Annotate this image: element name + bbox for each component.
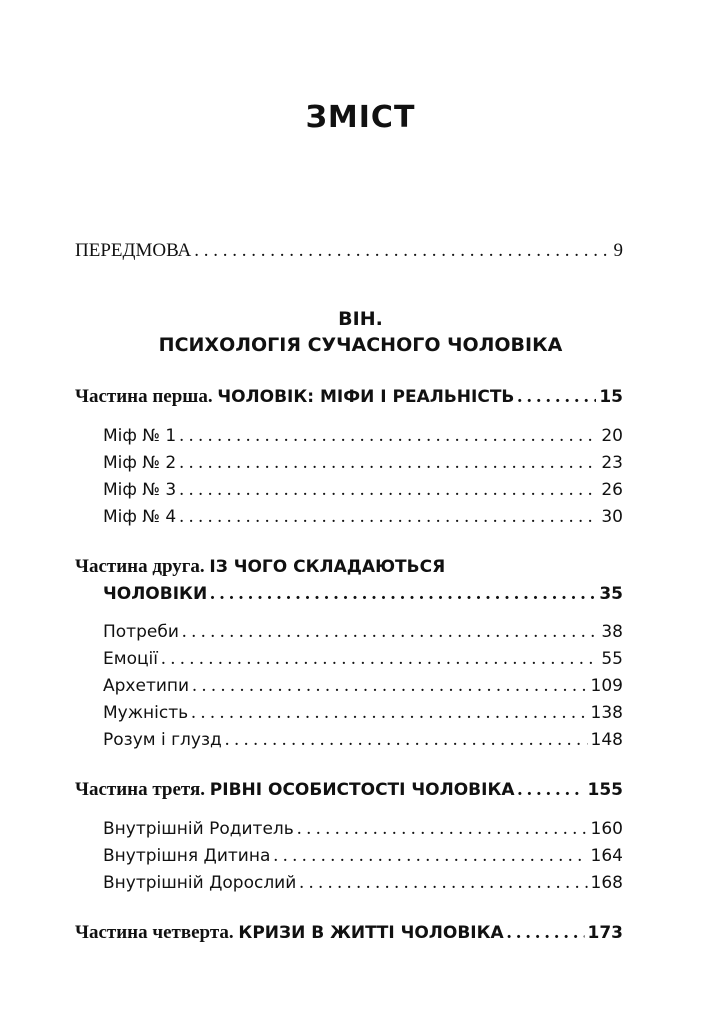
dot-leader	[161, 648, 598, 670]
toc-entry	[103, 648, 623, 670]
part-label: Частина перша.	[75, 386, 213, 407]
dot-leader	[194, 240, 610, 262]
dot-leader	[225, 729, 588, 751]
toc-part-2	[103, 583, 623, 605]
toc-part-4	[75, 922, 623, 944]
dot-leader	[507, 922, 585, 944]
part-caption: ІЗ ЧОГО СКЛАДАЮТЬСЯ	[209, 557, 446, 577]
page-title: ЗМІСТ	[305, 100, 416, 135]
toc-entry-page: 30	[601, 507, 623, 527]
toc-entry-page: 148	[590, 730, 623, 750]
toc-entry-page: 164	[590, 846, 623, 866]
dot-leader	[179, 425, 598, 447]
toc-entry	[103, 818, 623, 840]
toc-entry	[103, 675, 623, 697]
toc-entry-page: 160	[590, 819, 623, 839]
toc-entry-page: 9	[613, 240, 623, 261]
toc-entry-page: 168	[590, 873, 623, 893]
part-label: Частина друга.	[75, 556, 205, 577]
part-caption-continued: ЧОЛОВІКИ	[103, 584, 208, 604]
toc-entry-page: 55	[601, 649, 623, 669]
toc-entry-label: ПЕРЕДМОВА	[75, 240, 192, 261]
toc-entry-label: Міф № 2	[103, 453, 177, 473]
toc-entry-page: 20	[601, 426, 623, 446]
dot-leader	[192, 675, 587, 697]
dot-leader	[179, 479, 598, 501]
part-caption: ЧОЛОВІК: МІФИ І РЕАЛЬНІСТЬ	[217, 387, 515, 407]
toc-entry-page: 109	[590, 676, 623, 696]
toc-entry-label: Архетипи	[103, 676, 190, 696]
toc-entry-label: Міф № 1	[103, 426, 177, 446]
toc-part-2-heading	[75, 556, 445, 578]
part-page: 155	[587, 780, 623, 800]
toc-entry-label: Емоції	[103, 649, 158, 669]
part-label: Частина четверта.	[75, 922, 234, 943]
toc-entry-label: Потреби	[103, 622, 179, 642]
toc-entry	[103, 425, 623, 447]
dot-leader	[210, 583, 596, 605]
toc-entry-page: 26	[601, 480, 623, 500]
toc-part-3	[75, 779, 623, 801]
dot-leader	[273, 845, 587, 867]
toc-entry	[103, 506, 623, 528]
toc-entry	[103, 702, 623, 724]
toc-part-1	[75, 386, 623, 408]
toc-entry-page: 38	[601, 622, 623, 642]
dot-leader	[299, 872, 587, 894]
toc-entry-label: Внутрішній Дорослий	[103, 873, 297, 893]
section-title-line1: ВІН.	[338, 308, 383, 330]
toc-entry-page: 138	[590, 703, 623, 723]
toc-entry	[103, 621, 623, 643]
toc-entry-label: Міф № 3	[103, 480, 177, 500]
toc-entry	[103, 452, 623, 474]
dot-leader	[182, 621, 598, 643]
dot-leader	[179, 452, 598, 474]
part-caption: РІВНІ ОСОБИСТОСТІ ЧОЛОВІКА	[209, 780, 515, 800]
dot-leader	[518, 779, 585, 801]
part-caption: КРИЗИ В ЖИТТІ ЧОЛОВІКА	[238, 923, 504, 943]
toc-entry	[103, 845, 623, 867]
part-page: 15	[599, 387, 623, 407]
dot-leader	[191, 702, 587, 724]
toc-entry-label: Мужність	[103, 703, 189, 723]
toc-entry-preface	[75, 240, 623, 262]
part-page: 35	[599, 584, 623, 604]
part-page: 173	[587, 923, 623, 943]
part-label: Частина третя.	[75, 779, 206, 800]
dot-leader	[179, 506, 598, 528]
toc-entry-label: Внутрішній Родитель	[103, 819, 294, 839]
toc-entry	[103, 729, 623, 751]
toc-entry-page: 23	[601, 453, 623, 473]
toc-entry	[103, 479, 623, 501]
toc-entry-label: Міф № 4	[103, 507, 177, 527]
toc-entry-label: Внутрішня Дитина	[103, 846, 271, 866]
toc-entry-label: Розум і глузд	[103, 730, 222, 750]
toc-entry	[103, 872, 623, 894]
dot-leader	[297, 818, 588, 840]
section-title-line2: ПСИХОЛОГІЯ СУЧАСНОГО ЧОЛОВІКА	[158, 334, 563, 356]
dot-leader	[517, 386, 596, 408]
